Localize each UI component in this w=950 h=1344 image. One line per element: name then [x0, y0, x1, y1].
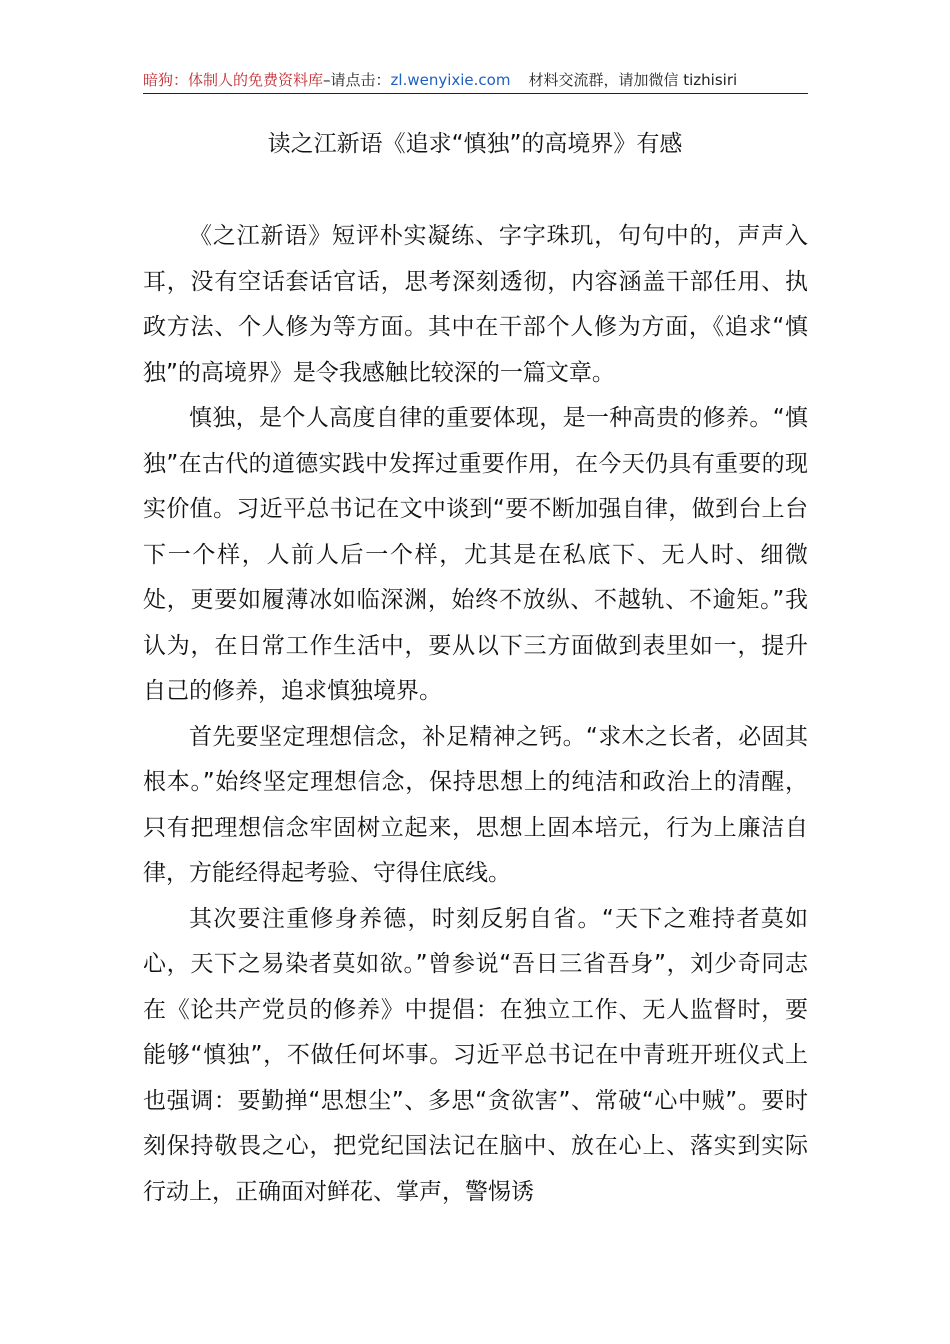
header-divider [143, 93, 808, 94]
document-body [143, 214, 808, 1215]
header-brand: 暗狗：体制人的免费资料库 [143, 71, 324, 89]
paragraph: 其次要注重修身养德，时刻反躬自省。“天下之难持者莫如心，天下之易染者莫如欲。”曾参说“吾日三省吾身”，刘少奇同志在《论共产党员的修养》中提倡：在独立工作、无人监督时，要能够“慎独”，不做任何坏事。习近平总书记在中青班开班仪式上也强调：要勤掸“思想尘”、多思“贪欲害”、常破“心中贼”。要时刻保持敬畏之心，把党纪国法记在脑中、放在心上、落实到实际行动上，正确面对鲜花、掌声，警惕诱 [143, 905, 808, 1205]
page-header [143, 66, 808, 94]
document-title: 读之江新语《追求“慎独”的高境界》有感 [267, 131, 683, 157]
paragraph: 首先要坚定理想信念，补足精神之钙。“求木之长者，必固其根本。”始终坚定理想信念，保持思想上的纯洁和政治上的清醒，只有把理想信念牢固树立起来，思想上固本培元，行为上廉洁自律，方能经得起考验、守得住底线。 [143, 723, 808, 886]
header-separator: –请点击： [323, 71, 391, 89]
header-note: 材料交流群，请加微信 tizhisiri [528, 71, 738, 89]
header-link[interactable]: zl.wenyixie.com [390, 71, 511, 89]
paragraph: 慎独，是个人高度自律的重要体现，是一种高贵的修养。“慎独”在古代的道德实践中发挥过重要作用，在今天仍具有重要的现实价值。习近平总书记在文中谈到“要不断加强自律，做到台上台下一个样，人前人后一个样，尤其是在私底下、无人时、细微处，更要如履薄冰如临深渊，始终不放纵、不越轨、不逾矩。”我认为，在日常工作生活中，要从以下三方面做到表里如一，提升自己的修养，追求慎独境界。 [143, 405, 808, 704]
paragraph: 《之江新语》短评朴实凝练、字字珠玑，句句中的，声声入耳，没有空话套话官话，思考深刻透彻，内容涵盖干部任用、执政方法、个人修为等方面。其中在干部个人修为方面，《追求“慎独”的高境界》是令我感触比较深的一篇文章。 [143, 223, 808, 386]
